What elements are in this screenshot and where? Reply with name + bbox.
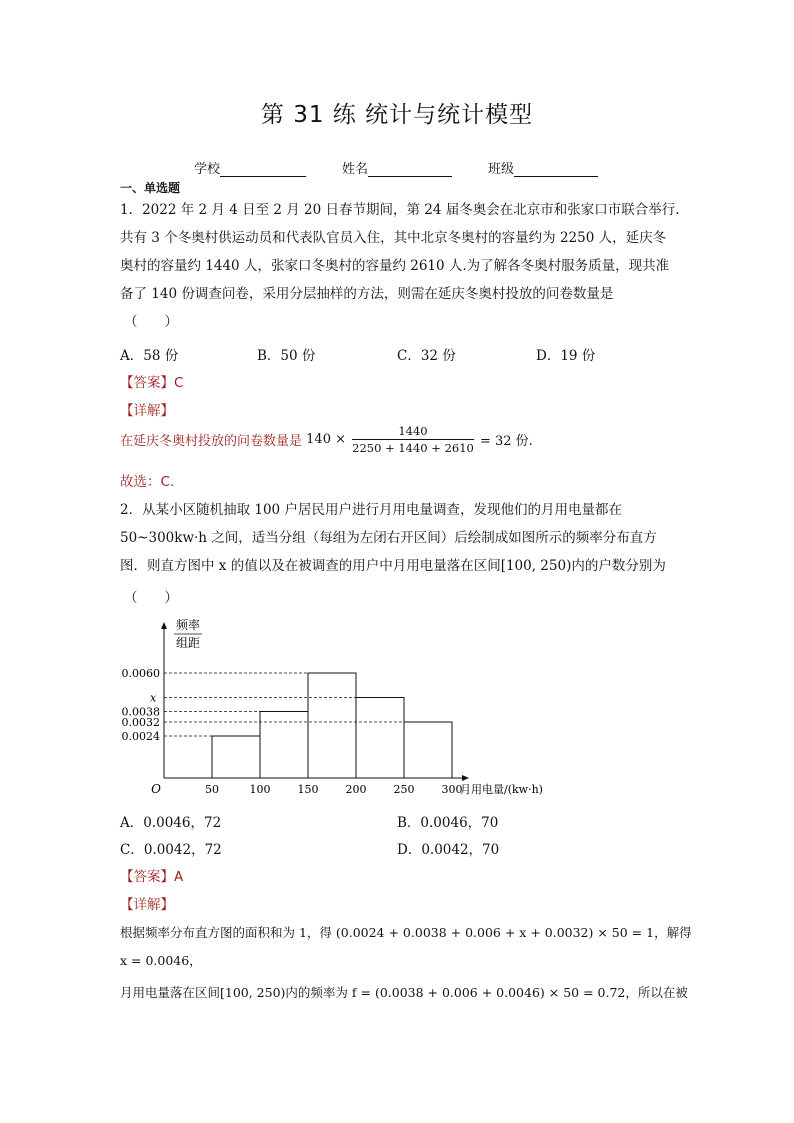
frequency-histogram [118,615,543,805]
histogram-bar [260,712,308,779]
name-field[interactable] [342,158,452,177]
q1-detail-mult: 140 × [306,432,346,447]
q1-line-1: 1．2022 年 2 月 4 日至 2 月 20 日春节期间，第 24 届冬奥会在北京市和张家口市联合举行. [120,202,680,218]
histogram-bar [356,698,404,779]
section-heading: 一、单选题 [120,181,181,195]
q2-option-d[interactable]: D．0.0042，70 [397,842,500,858]
y-axis-label-top: 频率 [175,618,201,632]
page-title: 第 31 练 统计与统计模型 [260,102,534,128]
q2-detail-line-3: 月用电量落在区间[100, 250)内的频率为 f = (0.0038 + 0.006 + 0.0046) × 50 = 0.72，所以在被 [120,985,688,1000]
y-tick-label: 0.0038 [121,705,160,719]
q2-answer [120,865,183,885]
q1-answer [120,371,183,391]
q1-conclusion: 故选：C. [120,474,175,490]
q1-detail-prefix: 在延庆冬奥村投放的问卷数量是 [120,434,303,449]
q2-line-2: 50~300kw·h 之间，适当分组（每组为左闭右开区间）后绘制成如图所示的频率分布直方 [120,530,657,546]
q1-detail-result: = 32 份. [479,434,533,449]
q2-detail-line-2: x = 0.0046， [120,953,202,968]
origin-label: O [151,782,161,796]
q1-fraction-numerator: 1440 [352,424,474,440]
q1-line-5: （ ） [124,314,178,330]
x-tick-label: 200 [345,783,367,796]
histogram-bar [212,736,260,778]
q1-line-2: 共有 3 个冬奥村供运动员和代表队官员入住，其中北京冬奥村的容量约为 2250 人，延庆冬 [120,230,667,246]
name-blank[interactable] [368,162,452,177]
y-tick-label: 0.0024 [121,730,160,743]
histogram-bar [308,673,356,778]
q1-answer-value: C [174,375,184,391]
q1-detail-label: 【详解】 [120,403,174,419]
class-label: 班级 [488,162,515,177]
q1-line-4: 备了 140 份调查问卷，采用分层抽样的方法，则需在延庆冬奥村投放的问卷数量是 [120,286,614,302]
y-tick-label: x [150,691,157,705]
y-tick-label: 0.0032 [121,716,160,729]
q1-answer-label: 【答案】 [120,375,174,391]
x-tick-label: 50 [205,783,219,796]
school-label: 学校 [194,162,221,177]
q1-option-a[interactable]: A．58 份 [120,348,179,364]
q2-line-1: 2．从某小区随机抽取 100 户居民用户进行月用电量调查，发现他们的月用电量都在 [120,502,622,518]
x-tick-label: 100 [249,783,271,796]
histogram-bar [404,722,452,778]
q1-fraction [352,424,474,455]
q2-detail-label: 【详解】 [120,897,174,913]
q1-detail-formula [120,424,533,455]
name-label: 姓名 [342,162,369,177]
class-field[interactable] [488,158,598,177]
x-tick-label: 300 [441,783,463,796]
q1-option-b[interactable]: B．50 份 [257,348,316,364]
q2-option-c[interactable]: C．0.0042，72 [120,842,222,858]
q1-option-c[interactable]: C．32 份 [397,348,456,364]
q2-answer-label: 【答案】 [120,869,174,885]
q2-option-a[interactable]: A．0.0046，72 [120,815,222,831]
q1-line-3: 奥村的容量约 1440 人，张家口冬奥村的容量约 2610 人.为了解各冬奥村服务质量，现共准 [120,258,670,274]
y-tick-label: 0.0060 [121,667,160,680]
y-axis-label-bottom: 组距 [175,636,201,650]
school-field[interactable] [194,158,306,177]
q1-option-d[interactable]: D．19 份 [536,348,596,364]
q2-option-b[interactable]: B．0.0046，70 [397,815,499,831]
q2-line-4: （ ） [124,590,178,606]
x-tick-label: 250 [393,783,415,796]
school-blank[interactable] [220,162,306,177]
class-blank[interactable] [514,162,598,177]
x-tick-label: 150 [297,783,319,796]
q2-detail-line-1: 根据频率分布直方图的面积和为 1，得 (0.0024 + 0.0038 + 0.006 + x + 0.0032) × 50 = 1，解得 [120,925,692,940]
x-axis-label: 月用电量/(kw·h) [460,783,543,796]
q2-answer-value: A [174,869,184,885]
q2-line-3: 图．则直方图中 x 的值以及在被调查的用户中月用电量落在区间[100, 250)内的户数分别为 [120,558,666,574]
q1-fraction-denominator: 2250 + 1440 + 2610 [352,441,474,455]
